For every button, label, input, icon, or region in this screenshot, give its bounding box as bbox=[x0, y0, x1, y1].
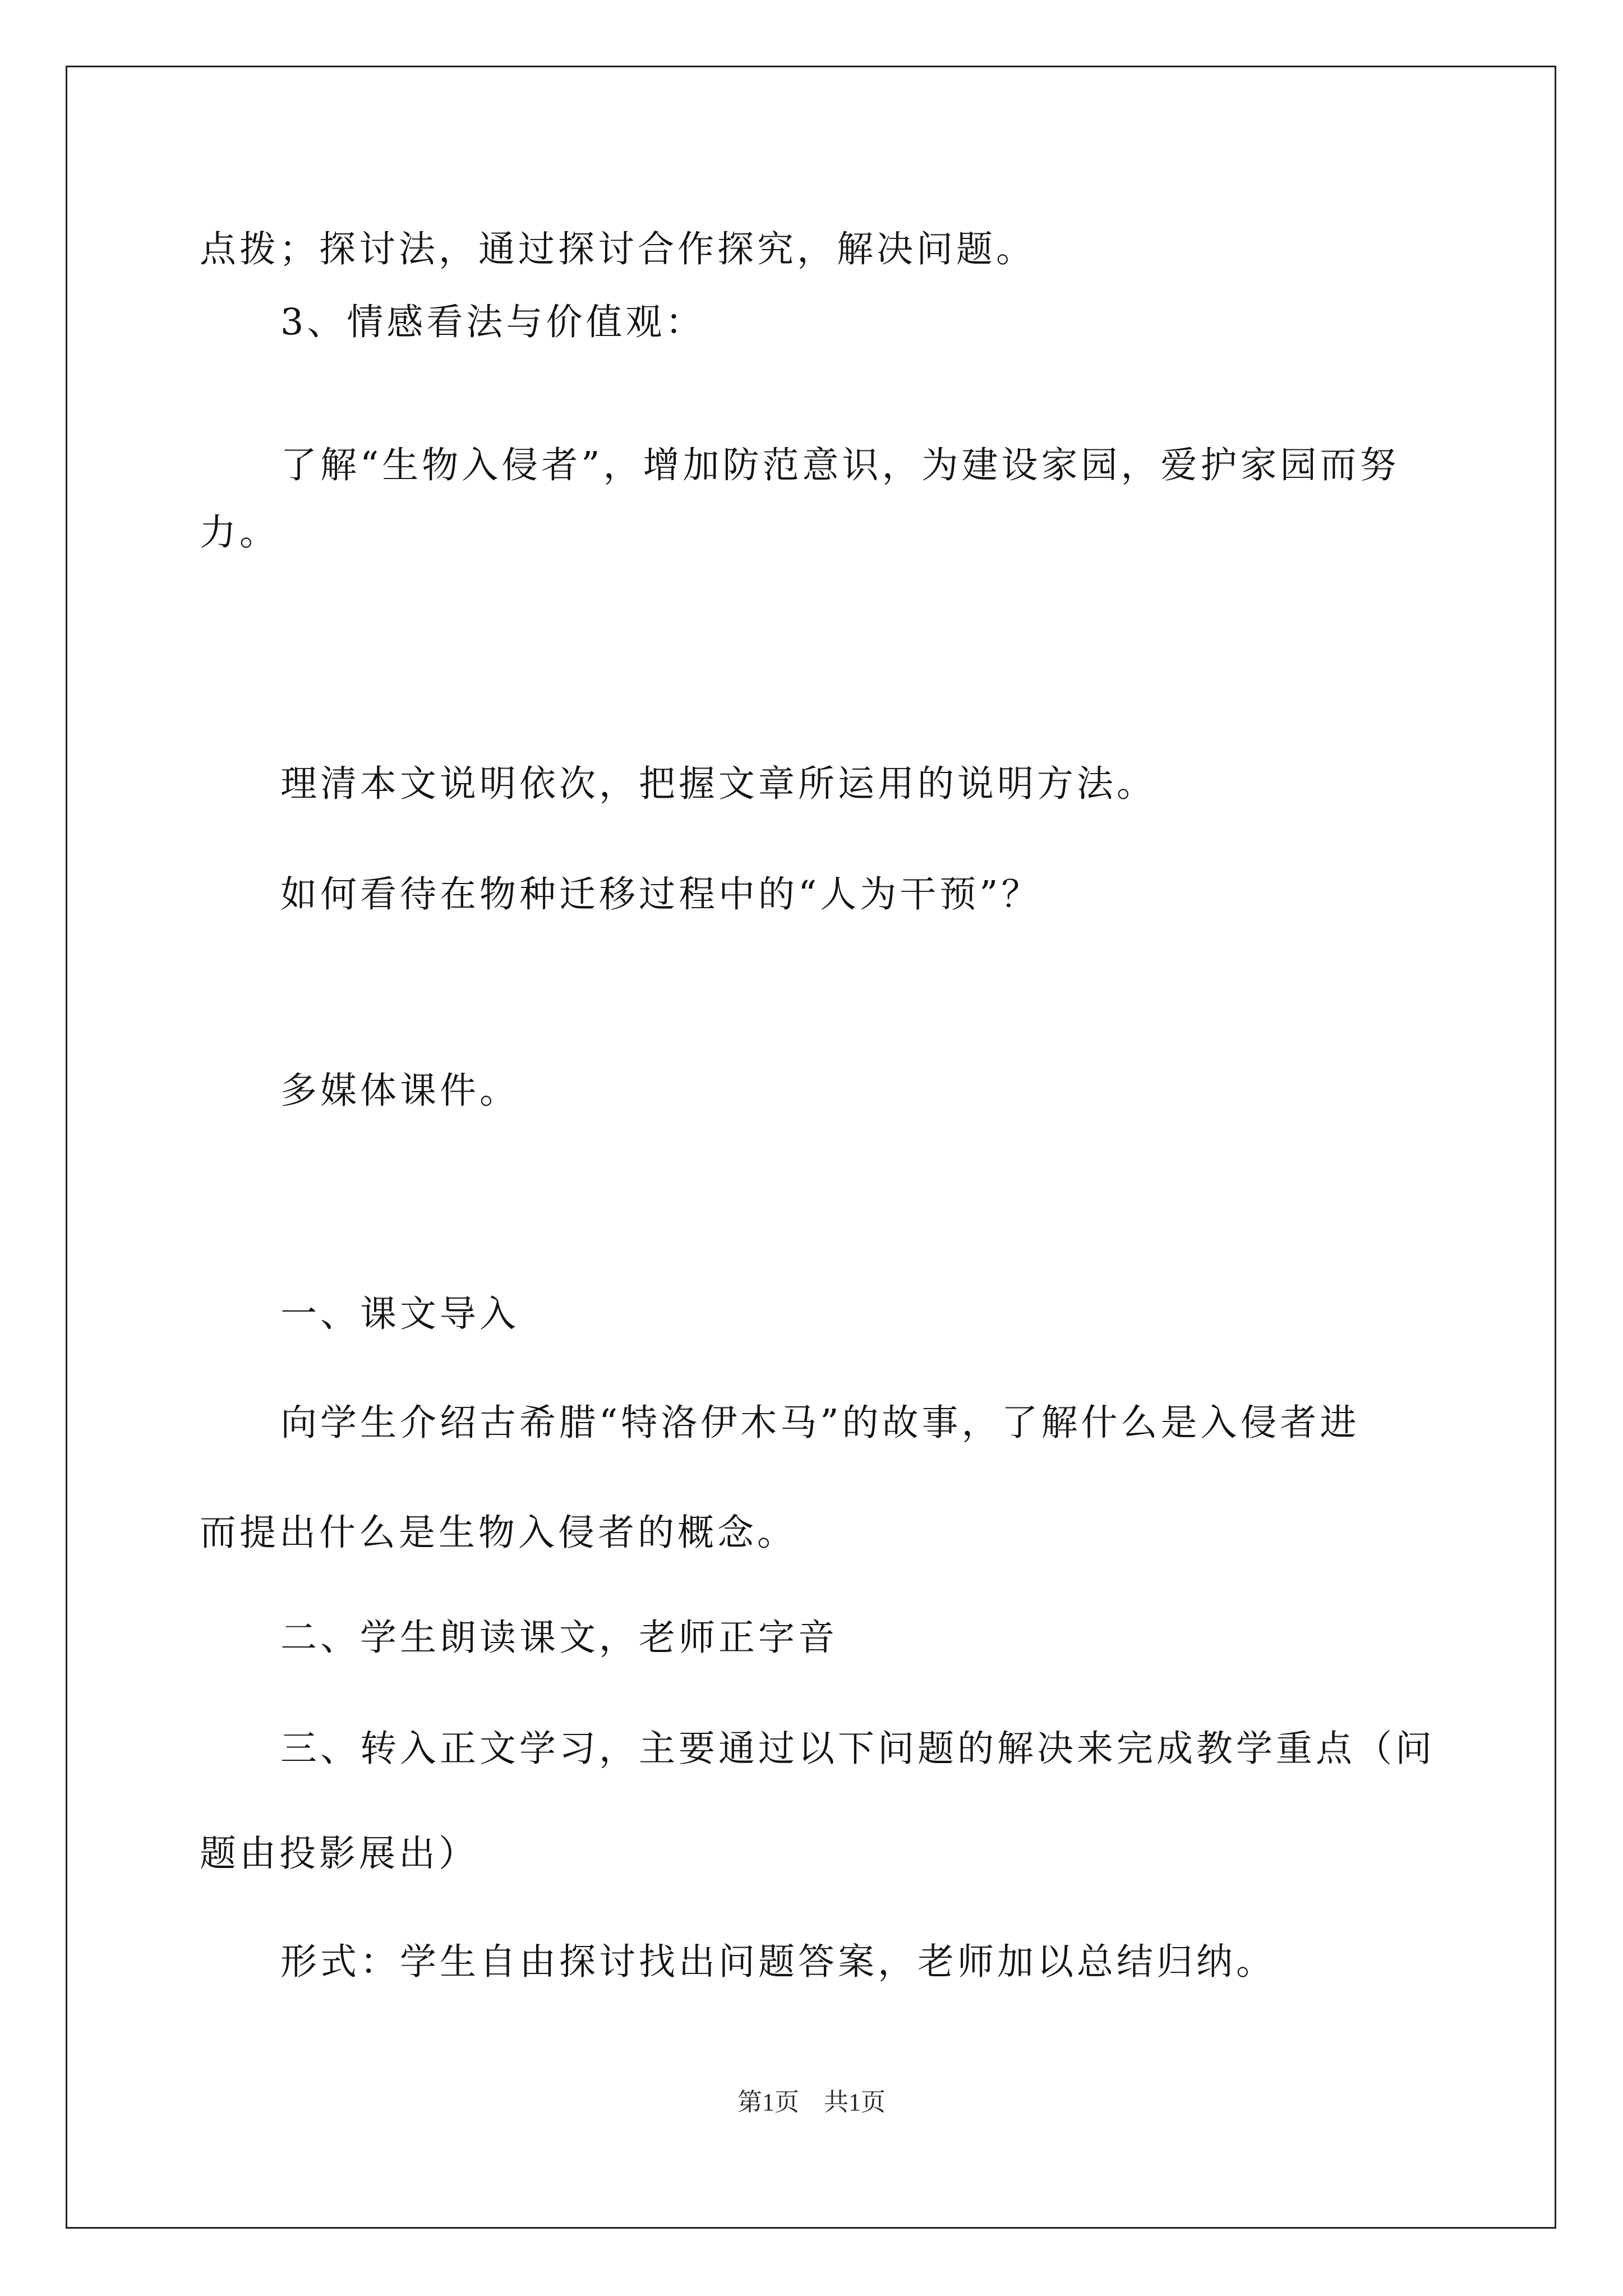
page-number: 第1页 共1页 bbox=[737, 2088, 886, 2116]
step-heading-intro: 一、课文导入 bbox=[280, 1293, 520, 1335]
paragraph-line-3: 了解“生物入侵者”，增加防范意识，为建设家园，爱护家园而努 bbox=[280, 444, 1400, 486]
teaching-aid-line: 多媒体课件。 bbox=[280, 1070, 520, 1112]
paragraph-line-9: 向学生介绍古希腊“特洛伊木马”的故事，了解什么是入侵者进 bbox=[280, 1402, 1360, 1444]
paragraph-line-14: 形式：学生自由探讨找出问题答案，老师加以总结归纳。 bbox=[280, 1941, 1276, 1983]
paragraph-line-10: 而提出什么是生物入侵者的概念。 bbox=[200, 1512, 797, 1554]
step-heading-reading: 二、学生朗读课文，老师正字音 bbox=[280, 1617, 838, 1659]
page-border bbox=[66, 66, 1556, 2229]
paragraph-line-13: 题由投影展出） bbox=[200, 1833, 479, 1875]
paragraph-line-4: 力。 bbox=[200, 512, 280, 554]
difficulty-line: 如何看待在物种迁移过程中的“人为干预”？ bbox=[280, 873, 1041, 915]
paragraph-line-1: 点拨；探讨法，通过探讨合作探究，解决问题。 bbox=[200, 228, 1036, 270]
section-heading-values: 3、情感看法与价值观： bbox=[280, 301, 706, 343]
step-heading-study: 三、转入正文学习，主要通过以下问题的解决来完成教学重点（问 bbox=[280, 1728, 1436, 1770]
key-point-line: 理清本文说明依次，把握文章所运用的说明方法。 bbox=[280, 763, 1157, 805]
